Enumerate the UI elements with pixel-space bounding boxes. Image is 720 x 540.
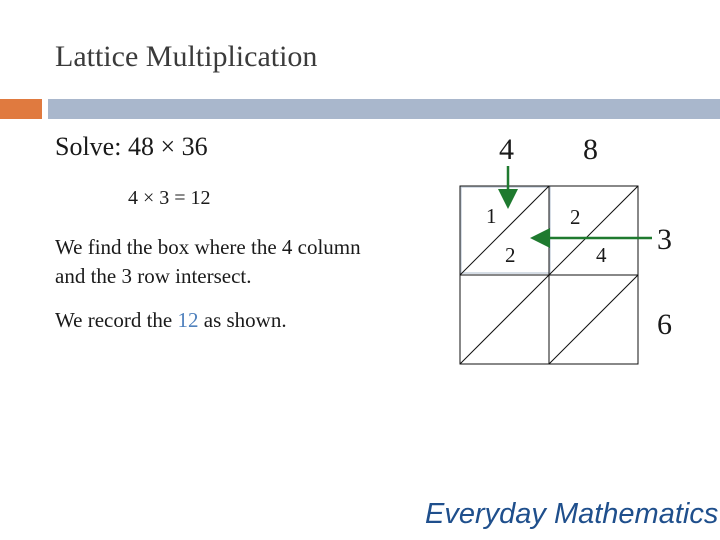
diagonal-bottom-left (460, 275, 549, 364)
record-suffix: as shown. (198, 308, 287, 332)
column-digit-2: 8 (583, 133, 598, 166)
record-prefix: We record the (55, 308, 178, 332)
slide-title: Lattice Multiplication (55, 40, 318, 73)
equation-text: 4 × 3 = 12 (128, 187, 211, 209)
adjacent-cell-tens-digit: 2 (570, 205, 581, 229)
diagonal-bottom-right (549, 275, 638, 364)
diagonal-top-right (549, 186, 638, 275)
cell-tens-digit: 1 (486, 204, 497, 228)
row-digit-1: 3 (657, 223, 672, 256)
row-digit-2: 6 (657, 308, 672, 341)
problem-text: Solve: 48 × 36 (55, 132, 208, 161)
footer-brand: Everyday Mathematics (425, 498, 719, 530)
cell-ones-digit: 2 (505, 243, 516, 267)
adjacent-cell-ones-digit: 4 (596, 243, 607, 267)
instruction-text: We find the box where the 4 column and the 3 row intersect. (55, 235, 361, 288)
column-digit-1: 4 (499, 133, 514, 166)
record-highlight: 12 (177, 308, 199, 332)
